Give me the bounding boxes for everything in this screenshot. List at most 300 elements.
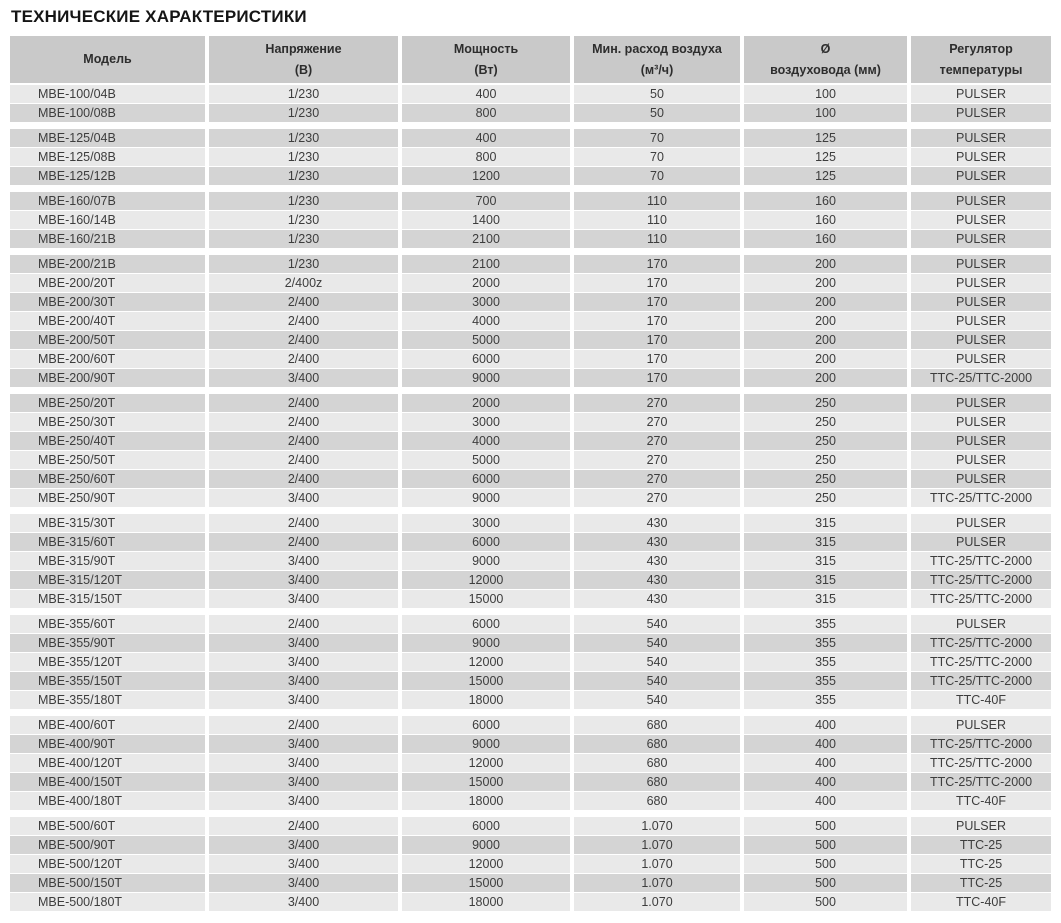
cell-diameter: 400 (744, 792, 907, 810)
table-row (10, 293, 1051, 311)
cell-voltage: 2/400 (209, 432, 398, 450)
cell-airflow: 540 (574, 653, 740, 671)
table-row (10, 817, 1051, 835)
cell-power: 4000 (402, 432, 570, 450)
cell-power: 12000 (402, 653, 570, 671)
cell-airflow: 110 (574, 230, 740, 248)
cell-diameter: 250 (744, 489, 907, 507)
table-row (10, 634, 1051, 652)
table-row (10, 167, 1051, 185)
cell-diameter: 355 (744, 634, 907, 652)
cell-model: MBE-500/60T (10, 817, 205, 835)
cell-model: MBE-100/08B (10, 104, 205, 122)
table-row (10, 274, 1051, 292)
table-row (10, 773, 1051, 791)
cell-airflow: 1.070 (574, 855, 740, 873)
cell-regulator: TTC-40F (911, 893, 1051, 911)
cell-model: MBE-200/40T (10, 312, 205, 330)
cell-power: 6000 (402, 470, 570, 488)
cell-model: MBE-200/20T (10, 274, 205, 292)
cell-airflow: 70 (574, 148, 740, 166)
cell-model: MBE-315/150T (10, 590, 205, 608)
cell-voltage: 3/400 (209, 773, 398, 791)
cell-regulator: TTC-25/TTC-2000 (911, 735, 1051, 753)
column-header-sublabel: воздуховода (мм) (770, 62, 881, 77)
cell-model: MBE-315/60T (10, 533, 205, 551)
table-row (10, 470, 1051, 488)
cell-regulator: PULSER (911, 255, 1051, 273)
cell-model: MBE-355/150T (10, 672, 205, 690)
cell-power: 2000 (402, 394, 570, 412)
cell-airflow: 680 (574, 754, 740, 772)
cell-voltage: 3/400 (209, 369, 398, 387)
cell-regulator: TTC-25/TTC-2000 (911, 773, 1051, 791)
table-row (10, 148, 1051, 166)
table-row (10, 672, 1051, 690)
column-header-airflow (574, 36, 740, 83)
cell-power: 9000 (402, 836, 570, 854)
cell-diameter: 355 (744, 691, 907, 709)
column-header-label: Напряжение (265, 41, 342, 56)
table-row (10, 104, 1051, 122)
cell-regulator: PULSER (911, 394, 1051, 412)
cell-power: 1400 (402, 211, 570, 229)
cell-power: 9000 (402, 735, 570, 753)
column-header-model (10, 36, 205, 83)
cell-diameter: 160 (744, 230, 907, 248)
cell-model: MBE-125/12B (10, 167, 205, 185)
cell-airflow: 270 (574, 432, 740, 450)
cell-diameter: 315 (744, 552, 907, 570)
cell-power: 400 (402, 129, 570, 147)
cell-regulator: PULSER (911, 615, 1051, 633)
cell-airflow: 1.070 (574, 874, 740, 892)
cell-airflow: 110 (574, 211, 740, 229)
cell-regulator: PULSER (911, 451, 1051, 469)
cell-regulator: PULSER (911, 331, 1051, 349)
cell-model: MBE-355/120T (10, 653, 205, 671)
table-row (10, 754, 1051, 772)
cell-voltage: 2/400 (209, 451, 398, 469)
cell-power: 9000 (402, 489, 570, 507)
cell-regulator: TTC-40F (911, 792, 1051, 810)
cell-model: MBE-315/120T (10, 571, 205, 589)
cell-airflow: 1.070 (574, 817, 740, 835)
table-row (10, 893, 1051, 911)
cell-airflow: 430 (574, 571, 740, 589)
cell-voltage: 2/400 (209, 350, 398, 368)
column-header-sublabel: температуры (939, 62, 1023, 77)
cell-power: 9000 (402, 369, 570, 387)
cell-regulator: PULSER (911, 716, 1051, 734)
cell-regulator: PULSER (911, 350, 1051, 368)
table-row (10, 350, 1051, 368)
cell-power: 15000 (402, 874, 570, 892)
cell-voltage: 3/400 (209, 634, 398, 652)
cell-regulator: TTC-25 (911, 874, 1051, 892)
cell-diameter: 500 (744, 817, 907, 835)
cell-regulator: PULSER (911, 432, 1051, 450)
cell-voltage: 3/400 (209, 792, 398, 810)
cell-voltage: 3/400 (209, 754, 398, 772)
cell-airflow: 680 (574, 735, 740, 753)
cell-voltage: 3/400 (209, 691, 398, 709)
table-row (10, 85, 1051, 103)
table-row (10, 653, 1051, 671)
cell-airflow: 430 (574, 590, 740, 608)
cell-model: MBE-500/90T (10, 836, 205, 854)
cell-diameter: 250 (744, 432, 907, 450)
cell-regulator: PULSER (911, 167, 1051, 185)
cell-diameter: 200 (744, 255, 907, 273)
cell-voltage: 1/230 (209, 230, 398, 248)
cell-airflow: 540 (574, 672, 740, 690)
page-title: ТЕХНИЧЕСКИЕ ХАРАКТЕРИСТИКИ (11, 7, 307, 26)
cell-airflow: 430 (574, 514, 740, 532)
cell-model: MBE-250/20T (10, 394, 205, 412)
cell-diameter: 500 (744, 836, 907, 854)
cell-power: 12000 (402, 571, 570, 589)
cell-regulator: TTC-25/TTC-2000 (911, 552, 1051, 570)
column-header-sublabel: (м³/ч) (640, 62, 674, 77)
cell-airflow: 50 (574, 85, 740, 103)
cell-model: MBE-200/60T (10, 350, 205, 368)
cell-power: 12000 (402, 855, 570, 873)
cell-regulator: TTC-25/TTC-2000 (911, 571, 1051, 589)
cell-diameter: 200 (744, 350, 907, 368)
cell-voltage: 1/230 (209, 167, 398, 185)
cell-diameter: 100 (744, 104, 907, 122)
cell-airflow: 170 (574, 293, 740, 311)
cell-voltage: 3/400 (209, 836, 398, 854)
cell-power: 6000 (402, 533, 570, 551)
cell-model: MBE-500/120T (10, 855, 205, 873)
cell-voltage: 2/400 (209, 413, 398, 431)
cell-voltage: 2/400 (209, 312, 398, 330)
cell-voltage: 3/400 (209, 571, 398, 589)
cell-model: MBE-160/21B (10, 230, 205, 248)
cell-diameter: 400 (744, 716, 907, 734)
cell-power: 5000 (402, 451, 570, 469)
cell-power: 700 (402, 192, 570, 210)
table-row (10, 413, 1051, 431)
cell-voltage: 1/230 (209, 85, 398, 103)
cell-airflow: 110 (574, 192, 740, 210)
cell-airflow: 170 (574, 350, 740, 368)
cell-diameter: 400 (744, 735, 907, 753)
spec-table (10, 36, 1051, 911)
cell-diameter: 500 (744, 874, 907, 892)
cell-diameter: 125 (744, 129, 907, 147)
cell-diameter: 355 (744, 653, 907, 671)
cell-diameter: 160 (744, 192, 907, 210)
cell-model: MBE-400/90T (10, 735, 205, 753)
table-row (10, 129, 1051, 147)
column-header-sublabel: (В) (294, 62, 313, 77)
cell-voltage: 2/400 (209, 817, 398, 835)
cell-model: MBE-200/50T (10, 331, 205, 349)
cell-airflow: 430 (574, 533, 740, 551)
cell-regulator: PULSER (911, 192, 1051, 210)
cell-power: 18000 (402, 691, 570, 709)
table-row (10, 514, 1051, 532)
cell-model: MBE-250/50T (10, 451, 205, 469)
cell-power: 6000 (402, 615, 570, 633)
table-row (10, 615, 1051, 633)
cell-power: 6000 (402, 817, 570, 835)
cell-power: 2100 (402, 230, 570, 248)
cell-model: MBE-160/07B (10, 192, 205, 210)
column-header-label: Мин. расход воздуха (592, 41, 722, 56)
table-row (10, 533, 1051, 551)
cell-regulator: TTC-25/TTC-2000 (911, 489, 1051, 507)
column-header-regulator (911, 36, 1051, 83)
cell-voltage: 2/400 (209, 470, 398, 488)
cell-diameter: 315 (744, 571, 907, 589)
cell-model: MBE-125/04B (10, 129, 205, 147)
table-row (10, 552, 1051, 570)
cell-model: MBE-400/180T (10, 792, 205, 810)
cell-power: 15000 (402, 773, 570, 791)
table-row (10, 211, 1051, 229)
cell-voltage: 2/400 (209, 394, 398, 412)
cell-airflow: 50 (574, 104, 740, 122)
cell-airflow: 680 (574, 792, 740, 810)
cell-voltage: 2/400 (209, 514, 398, 532)
cell-airflow: 270 (574, 413, 740, 431)
cell-regulator: PULSER (911, 211, 1051, 229)
cell-airflow: 1.070 (574, 893, 740, 911)
cell-airflow: 430 (574, 552, 740, 570)
cell-diameter: 200 (744, 274, 907, 292)
cell-regulator: PULSER (911, 514, 1051, 532)
cell-diameter: 400 (744, 773, 907, 791)
cell-diameter: 250 (744, 451, 907, 469)
cell-power: 4000 (402, 312, 570, 330)
cell-model: MBE-200/21B (10, 255, 205, 273)
cell-model: MBE-160/14B (10, 211, 205, 229)
cell-voltage: 1/230 (209, 192, 398, 210)
table-body (10, 85, 1051, 911)
cell-airflow: 680 (574, 716, 740, 734)
cell-regulator: PULSER (911, 293, 1051, 311)
cell-diameter: 200 (744, 331, 907, 349)
cell-regulator: TTC-25/TTC-2000 (911, 369, 1051, 387)
cell-model: MBE-500/180T (10, 893, 205, 911)
table-row (10, 855, 1051, 873)
cell-airflow: 270 (574, 394, 740, 412)
cell-voltage: 2/400 (209, 331, 398, 349)
cell-power: 3000 (402, 413, 570, 431)
cell-airflow: 170 (574, 255, 740, 273)
table-row (10, 735, 1051, 753)
cell-model: MBE-400/60T (10, 716, 205, 734)
cell-voltage: 1/230 (209, 148, 398, 166)
cell-regulator: PULSER (911, 533, 1051, 551)
column-header-label: Регулятор (949, 41, 1013, 56)
cell-diameter: 250 (744, 394, 907, 412)
cell-voltage: 2/400 (209, 293, 398, 311)
cell-voltage: 3/400 (209, 653, 398, 671)
cell-voltage: 3/400 (209, 590, 398, 608)
cell-airflow: 270 (574, 470, 740, 488)
cell-regulator: PULSER (911, 312, 1051, 330)
cell-voltage: 3/400 (209, 735, 398, 753)
column-header-label: Ø (820, 41, 831, 56)
cell-regulator: PULSER (911, 129, 1051, 147)
table-row (10, 792, 1051, 810)
cell-diameter: 125 (744, 167, 907, 185)
cell-airflow: 270 (574, 489, 740, 507)
cell-power: 15000 (402, 672, 570, 690)
cell-regulator: PULSER (911, 85, 1051, 103)
cell-model: MBE-500/150T (10, 874, 205, 892)
column-header-power (402, 36, 570, 83)
cell-power: 15000 (402, 590, 570, 608)
cell-regulator: TTC-25/TTC-2000 (911, 634, 1051, 652)
cell-model: MBE-355/180T (10, 691, 205, 709)
cell-model: MBE-100/04B (10, 85, 205, 103)
table-row (10, 394, 1051, 412)
cell-airflow: 680 (574, 773, 740, 791)
cell-airflow: 170 (574, 369, 740, 387)
cell-model: MBE-400/150T (10, 773, 205, 791)
cell-diameter: 100 (744, 85, 907, 103)
column-header-sublabel: (Вт) (474, 62, 498, 77)
cell-voltage: 2/400z (209, 274, 398, 292)
cell-voltage: 3/400 (209, 552, 398, 570)
table-row (10, 230, 1051, 248)
cell-model: MBE-250/30T (10, 413, 205, 431)
cell-airflow: 540 (574, 691, 740, 709)
cell-voltage: 1/230 (209, 255, 398, 273)
cell-airflow: 170 (574, 312, 740, 330)
cell-voltage: 2/400 (209, 716, 398, 734)
table-row (10, 451, 1051, 469)
cell-airflow: 1.070 (574, 836, 740, 854)
cell-diameter: 160 (744, 211, 907, 229)
cell-voltage: 1/230 (209, 211, 398, 229)
cell-model: MBE-200/30T (10, 293, 205, 311)
cell-power: 5000 (402, 331, 570, 349)
cell-diameter: 500 (744, 893, 907, 911)
cell-regulator: TTC-25/TTC-2000 (911, 653, 1051, 671)
cell-regulator: PULSER (911, 148, 1051, 166)
cell-power: 2100 (402, 255, 570, 273)
cell-power: 800 (402, 148, 570, 166)
cell-power: 9000 (402, 552, 570, 570)
cell-airflow: 70 (574, 129, 740, 147)
cell-model: MBE-400/120T (10, 754, 205, 772)
table-row (10, 432, 1051, 450)
cell-airflow: 270 (574, 451, 740, 469)
cell-diameter: 500 (744, 855, 907, 873)
cell-model: MBE-355/60T (10, 615, 205, 633)
cell-diameter: 250 (744, 470, 907, 488)
cell-model: MBE-250/90T (10, 489, 205, 507)
cell-voltage: 3/400 (209, 489, 398, 507)
cell-model: MBE-315/30T (10, 514, 205, 532)
cell-voltage: 2/400 (209, 615, 398, 633)
cell-regulator: PULSER (911, 413, 1051, 431)
cell-regulator: TTC-25 (911, 855, 1051, 873)
cell-airflow: 170 (574, 331, 740, 349)
cell-diameter: 200 (744, 369, 907, 387)
cell-voltage: 2/400 (209, 533, 398, 551)
cell-regulator: TTC-25/TTC-2000 (911, 754, 1051, 772)
column-header-label: Модель (83, 52, 132, 67)
table-row (10, 836, 1051, 854)
cell-model: MBE-355/90T (10, 634, 205, 652)
cell-regulator: PULSER (911, 230, 1051, 248)
cell-diameter: 315 (744, 533, 907, 551)
cell-power: 12000 (402, 754, 570, 772)
cell-voltage: 3/400 (209, 855, 398, 873)
cell-power: 400 (402, 85, 570, 103)
cell-diameter: 125 (744, 148, 907, 166)
cell-model: MBE-250/60T (10, 470, 205, 488)
cell-power: 18000 (402, 792, 570, 810)
cell-regulator: TTC-25/TTC-2000 (911, 590, 1051, 608)
cell-airflow: 170 (574, 274, 740, 292)
cell-diameter: 315 (744, 590, 907, 608)
table-row (10, 192, 1051, 210)
cell-voltage: 1/230 (209, 104, 398, 122)
cell-airflow: 70 (574, 167, 740, 185)
cell-regulator: PULSER (911, 104, 1051, 122)
column-header-diameter (744, 36, 907, 83)
table-row (10, 489, 1051, 507)
cell-power: 6000 (402, 350, 570, 368)
table-row (10, 255, 1051, 273)
cell-voltage: 3/400 (209, 874, 398, 892)
table-row (10, 331, 1051, 349)
cell-model: MBE-200/90T (10, 369, 205, 387)
cell-diameter: 355 (744, 615, 907, 633)
cell-voltage: 3/400 (209, 672, 398, 690)
table-row (10, 312, 1051, 330)
cell-power: 18000 (402, 893, 570, 911)
cell-power: 800 (402, 104, 570, 122)
cell-airflow: 540 (574, 615, 740, 633)
table-header-row (10, 36, 1051, 83)
cell-power: 2000 (402, 274, 570, 292)
cell-regulator: PULSER (911, 817, 1051, 835)
cell-regulator: TTC-40F (911, 691, 1051, 709)
cell-model: MBE-125/08B (10, 148, 205, 166)
table-row (10, 874, 1051, 892)
cell-power: 9000 (402, 634, 570, 652)
cell-regulator: PULSER (911, 274, 1051, 292)
cell-power: 3000 (402, 514, 570, 532)
cell-diameter: 200 (744, 293, 907, 311)
cell-diameter: 250 (744, 413, 907, 431)
cell-diameter: 355 (744, 672, 907, 690)
cell-regulator: TTC-25 (911, 836, 1051, 854)
table-row (10, 571, 1051, 589)
cell-diameter: 200 (744, 312, 907, 330)
cell-diameter: 400 (744, 754, 907, 772)
cell-voltage: 3/400 (209, 893, 398, 911)
cell-power: 1200 (402, 167, 570, 185)
cell-regulator: TTC-25/TTC-2000 (911, 672, 1051, 690)
table-row (10, 691, 1051, 709)
cell-airflow: 540 (574, 634, 740, 652)
column-header-label: Мощность (453, 41, 519, 56)
column-header-voltage (209, 36, 398, 83)
table-row (10, 369, 1051, 387)
cell-regulator: PULSER (911, 470, 1051, 488)
